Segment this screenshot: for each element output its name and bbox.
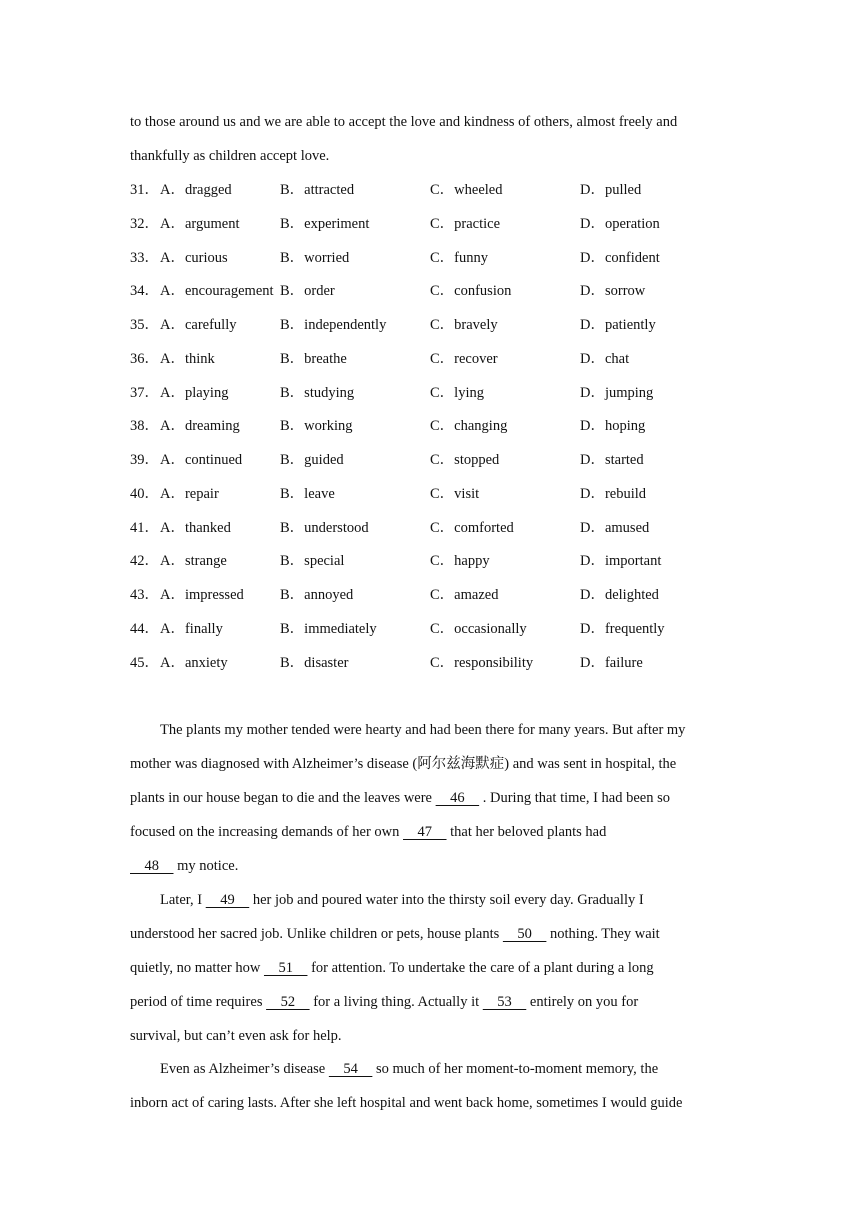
question-number: 41．	[130, 519, 159, 536]
passage-text: entirely on you for	[526, 994, 639, 1010]
option-c: C．changing	[430, 418, 508, 435]
question-row	[130, 653, 750, 673]
question-row	[130, 248, 750, 268]
option-a: A．repair	[160, 485, 219, 502]
option-c: C．visit	[430, 485, 480, 502]
option-c: C．comforted	[430, 519, 514, 536]
blank-47: 47	[403, 824, 447, 840]
option-c: C．practice	[430, 215, 501, 232]
option-b: B．experiment	[280, 215, 370, 232]
blank-53: 53	[482, 994, 527, 1010]
option-d: D．frequently	[580, 620, 665, 637]
question-number: 44．	[130, 620, 159, 637]
option-d: D．sorrow	[580, 283, 646, 300]
option-a: A．finally	[160, 620, 223, 637]
passage-text: for a living thing. Actually it	[309, 994, 483, 1010]
option-c: C．confusion	[430, 283, 512, 300]
passage-text: nothing. They wait	[546, 926, 660, 942]
question-row	[130, 484, 750, 504]
option-b: B．independently	[280, 317, 387, 333]
passage-text: period of time requires	[130, 994, 267, 1010]
question-row	[130, 214, 750, 234]
option-a: A．dragged	[160, 182, 232, 198]
blank-50: 50	[502, 926, 547, 942]
option-d: D．rebuild	[580, 485, 647, 502]
passage-line	[130, 992, 638, 1012]
question-number: 40．	[130, 485, 159, 502]
option-d: D．started	[580, 452, 644, 468]
option-a: A．encouragement	[160, 283, 274, 300]
option-b: B．guided	[280, 452, 344, 468]
option-a: A．strange	[160, 553, 227, 570]
option-d: D．patiently	[580, 317, 656, 333]
passage-text: quietly, no matter how	[130, 960, 264, 976]
intro-line-1: to those around us and we are able to accept the love and kindness of others, almost freely and	[130, 114, 678, 130]
option-a: A．dreaming	[160, 418, 240, 435]
option-c: C．wheeled	[430, 182, 503, 198]
option-c: C．happy	[430, 553, 490, 570]
option-d: D．operation	[580, 215, 660, 232]
option-d: D．failure	[580, 654, 643, 671]
passage-line: inborn act of caring lasts. After she left hospital and went back home, sometimes I would guide	[130, 1095, 683, 1111]
passage-line: survival, but can’t even ask for help.	[130, 1028, 342, 1044]
option-c: C．amazed	[430, 587, 499, 603]
option-c: C．recover	[430, 350, 498, 367]
question-row	[130, 416, 750, 436]
option-d: D．amused	[580, 519, 650, 536]
question-row	[130, 383, 750, 403]
intro-line-2: thankfully as children accept love.	[130, 148, 330, 164]
option-b: B．breathe	[280, 350, 347, 367]
question-number: 31．	[130, 182, 159, 198]
question-number: 33．	[130, 249, 159, 266]
option-b: B．working	[280, 418, 353, 435]
question-row	[130, 180, 750, 200]
question-number: 35．	[130, 317, 159, 333]
question-number: 37．	[130, 384, 159, 401]
option-a: A．think	[160, 350, 215, 367]
option-c: C．bravely	[430, 317, 498, 333]
option-a: A．thanked	[160, 519, 231, 536]
passage-text: understood her sacred job. Unlike children or pets, house plants	[130, 926, 503, 942]
option-b: B．studying	[280, 384, 355, 401]
option-a: A．curious	[160, 249, 228, 266]
option-c: C．lying	[430, 384, 484, 401]
option-a: A．playing	[160, 384, 229, 401]
option-d: D．chat	[580, 350, 630, 367]
option-b: B．worried	[280, 249, 350, 266]
question-row	[130, 619, 750, 639]
option-d: D．delighted	[580, 587, 659, 603]
question-row	[130, 281, 750, 301]
blank-48: 48	[130, 858, 174, 874]
passage-text: so much of her moment-to-moment memory, the	[372, 1061, 659, 1077]
passage-line: mother was diagnosed with Alzheimer’s disease (阿尔兹海默症) and was sent in hospital, the	[130, 756, 677, 772]
passage-text: Even as Alzheimer’s disease	[160, 1061, 329, 1077]
question-row	[130, 315, 750, 335]
option-d: D．hoping	[580, 418, 646, 435]
blank-49: 49	[205, 892, 250, 908]
option-b: B．attracted	[280, 182, 355, 198]
passage-line	[130, 788, 670, 808]
option-c: C．occasionally	[430, 620, 527, 637]
option-b: B．special	[280, 553, 345, 570]
question-number: 38．	[130, 418, 159, 435]
question-row	[130, 518, 750, 538]
passage-text: . During that time, I had been so	[479, 790, 670, 806]
option-d: D．confident	[580, 249, 660, 266]
passage-line: The plants my mother tended were hearty and had been there for many years. But after my	[160, 722, 686, 738]
question-number: 45．	[130, 654, 159, 671]
passage-line	[130, 958, 654, 978]
passage-text: my notice.	[173, 858, 239, 874]
passage-text: her job and poured water into the thirsty soil every day. Gradually I	[249, 892, 644, 908]
option-b: B．order	[280, 283, 335, 300]
question-number: 42．	[130, 553, 159, 570]
blank-54: 54	[328, 1061, 373, 1077]
question-number: 36．	[130, 350, 159, 367]
option-b: B．leave	[280, 485, 335, 502]
option-a: A．impressed	[160, 587, 244, 603]
question-row	[130, 349, 750, 369]
option-c: C．stopped	[430, 452, 500, 468]
passage-line	[160, 890, 644, 910]
passage-line	[130, 924, 660, 944]
question-number: 32．	[130, 215, 159, 232]
question-number: 34．	[130, 283, 159, 300]
blank-52: 52	[266, 994, 310, 1010]
option-b: B．disaster	[280, 654, 349, 671]
option-a: A．anxiety	[160, 654, 228, 671]
option-c: C．funny	[430, 249, 488, 266]
blank-51: 51	[263, 960, 308, 976]
option-b: B．understood	[280, 519, 369, 536]
question-number: 43．	[130, 587, 159, 603]
option-a: A．continued	[160, 452, 243, 468]
question-row	[130, 450, 750, 470]
option-b: B．immediately	[280, 620, 377, 637]
option-d: D．jumping	[580, 384, 654, 401]
option-d: D．important	[580, 553, 662, 570]
option-b: B．annoyed	[280, 587, 354, 603]
passage-text: plants in our house began to die and the leaves were	[130, 790, 436, 806]
passage-text: focused on the increasing demands of her own	[130, 824, 404, 840]
question-row	[130, 585, 750, 605]
passage-text: for attention. To undertake the care of a plant during a long	[307, 960, 654, 976]
passage-text: that her beloved plants had	[446, 824, 607, 840]
option-c: C．responsibility	[430, 654, 534, 671]
question-row	[130, 551, 750, 571]
passage-line	[160, 1059, 658, 1079]
option-a: A．carefully	[160, 317, 237, 333]
blank-46: 46	[435, 790, 480, 806]
option-d: D．pulled	[580, 182, 642, 198]
passage-text: Later, I	[160, 892, 206, 908]
passage-line	[130, 856, 238, 876]
passage-line	[130, 822, 606, 842]
option-a: A．argument	[160, 215, 240, 232]
question-number: 39．	[130, 452, 159, 468]
